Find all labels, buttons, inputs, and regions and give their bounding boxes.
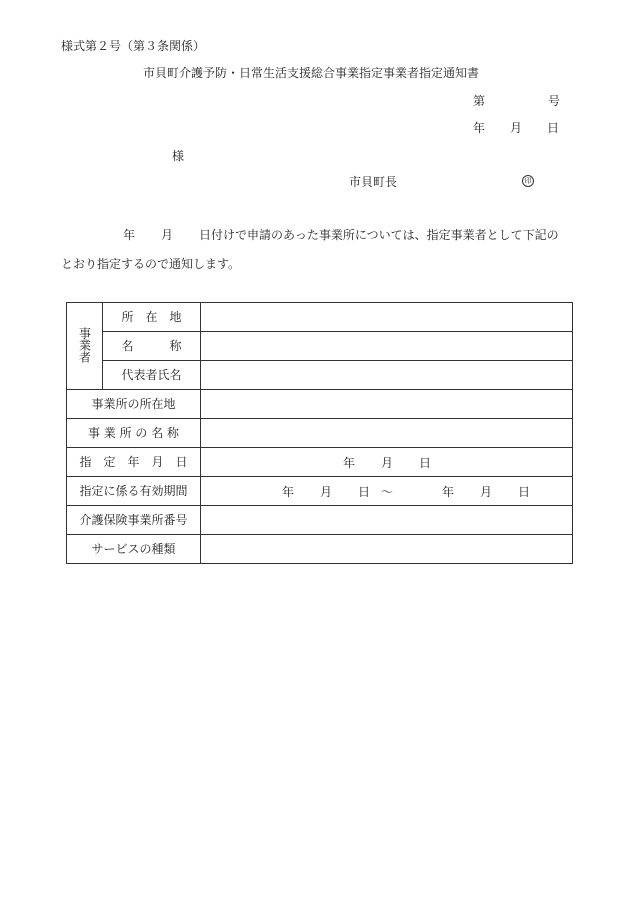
- value-insurance-number[interactable]: [201, 506, 573, 535]
- label-insurance-number: 介護保険事業所番号: [67, 506, 201, 535]
- issue-date-day: 日: [547, 121, 560, 135]
- label-validity-period: 指定に係る有効期間: [67, 477, 201, 506]
- value-office-name[interactable]: [201, 419, 573, 448]
- label-office-location: 事業所の所在地: [67, 390, 201, 419]
- period-start-month: 月: [320, 485, 333, 499]
- issue-date-year: 年: [473, 121, 486, 135]
- designation-year: 年: [343, 456, 356, 470]
- group-label-cell: [67, 303, 103, 390]
- body-year: 年: [123, 228, 136, 242]
- value-office-location[interactable]: [201, 390, 573, 419]
- table-row: [67, 448, 573, 477]
- form-number: 様式第２号（第３条関係）: [61, 39, 206, 53]
- label-name: 名 称: [103, 332, 201, 361]
- table-row: [67, 535, 573, 564]
- period-end-year: 年: [442, 485, 455, 499]
- designation-month: 月: [381, 456, 394, 470]
- value-location[interactable]: [201, 303, 573, 332]
- label-office-name: 事 業 所 の 名 称: [67, 419, 201, 448]
- addressee-suffix: 様: [172, 149, 185, 163]
- label-designation-date: 指 定 年 月 日: [67, 448, 201, 477]
- table-row: [67, 332, 573, 361]
- value-service-type[interactable]: [201, 535, 573, 564]
- issue-date-month: 月: [510, 121, 523, 135]
- value-name[interactable]: [201, 332, 573, 361]
- period-end-month: 月: [480, 485, 493, 499]
- sender-name: 市貝町長: [349, 175, 398, 189]
- period-tilde: ～: [381, 485, 394, 499]
- label-representative: 代表者氏名: [103, 361, 201, 390]
- table-row: [67, 390, 573, 419]
- label-service-type: サービスの種類: [67, 535, 201, 564]
- seal-mark: [522, 175, 534, 187]
- designation-table: [66, 302, 573, 564]
- body-text-line2: とおり指定するので通知します。: [61, 257, 241, 271]
- table-row: [67, 477, 573, 506]
- seal-text: 印: [524, 176, 532, 185]
- period-end-day: 日: [518, 485, 531, 499]
- value-validity-period[interactable]: [201, 477, 573, 506]
- table-row: [67, 419, 573, 448]
- label-location: 所 在 地: [103, 303, 201, 332]
- body-line1-rest: 日付けで申請のあった事業所については、指定事業者として下記の: [199, 228, 559, 242]
- doc-number-suffix: 号: [548, 94, 561, 108]
- designation-day: 日: [419, 456, 432, 470]
- table-row: [67, 361, 573, 390]
- table-row: [67, 303, 573, 332]
- document-title: 市貝町介護予防・日常生活支援総合事業指定事業者指定通知書: [143, 66, 480, 80]
- period-start-year: 年: [282, 485, 295, 499]
- doc-number-prefix: 第: [473, 94, 486, 108]
- table-row: [67, 506, 573, 535]
- value-designation-date[interactable]: [201, 448, 573, 477]
- period-start-day: 日: [358, 485, 371, 499]
- group-label: 事業者: [77, 327, 92, 363]
- value-representative[interactable]: [201, 361, 573, 390]
- body-month: 月: [161, 228, 174, 242]
